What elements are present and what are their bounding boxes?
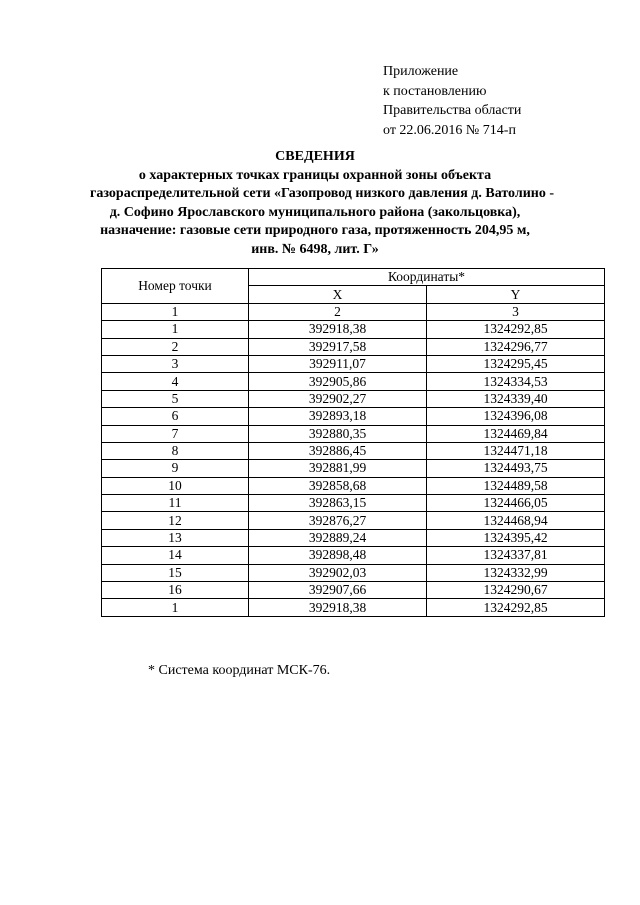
column-number: 2 <box>249 303 427 320</box>
heading-line: назначение: газовые сети природного газа, протяженность 204,95 м, <box>100 223 530 238</box>
x-coordinate-cell: 392893,18 <box>249 408 427 425</box>
table-row <box>102 495 605 512</box>
table-body <box>102 321 605 617</box>
y-coordinate-cell: 1324468,94 <box>427 512 605 529</box>
table-row <box>102 373 605 390</box>
table-row <box>102 547 605 564</box>
footnote: * Система координат МСК-76. <box>148 663 331 678</box>
table-row <box>102 460 605 477</box>
table-row <box>102 477 605 494</box>
x-coordinate-cell: 392881,99 <box>249 460 427 477</box>
document-title: СВЕДЕНИЯ <box>275 149 355 164</box>
y-coordinate-cell: 1324296,77 <box>427 338 605 355</box>
point-number-cell: 12 <box>102 512 249 529</box>
coordinates-table <box>101 268 605 617</box>
y-coordinate-cell: 1324292,85 <box>427 321 605 338</box>
x-coordinate-cell: 392902,27 <box>249 390 427 407</box>
y-coordinate-cell: 1324332,99 <box>427 564 605 581</box>
y-coordinate-cell: 1324471,18 <box>427 442 605 459</box>
x-coordinate-cell: 392918,38 <box>249 321 427 338</box>
point-number-cell: 13 <box>102 529 249 546</box>
table-row <box>102 425 605 442</box>
table-row <box>102 582 605 599</box>
table-row <box>102 564 605 581</box>
y-header: Y <box>427 286 605 303</box>
heading-line: д. Софино Ярославского муниципального района (закольцовка), <box>109 204 521 220</box>
y-coordinate-cell: 1324493,75 <box>427 460 605 477</box>
x-coordinate-cell: 392905,86 <box>249 373 427 390</box>
x-coordinate-cell: 392858,68 <box>249 477 427 494</box>
point-number-cell: 5 <box>102 390 249 407</box>
y-coordinate-cell: 1324290,67 <box>427 582 605 599</box>
heading-line: газораспределительной сети «Газопровод низкого давления д. Ватолино - <box>90 186 554 201</box>
column-number: 1 <box>102 303 249 320</box>
x-coordinate-cell: 392902,03 <box>249 564 427 581</box>
table-row <box>102 355 605 372</box>
table-row <box>102 338 605 355</box>
point-number-cell: 15 <box>102 564 249 581</box>
point-number-cell: 10 <box>102 477 249 494</box>
point-number-cell: 11 <box>102 495 249 512</box>
y-coordinate-cell: 1324292,85 <box>427 599 605 616</box>
table-row <box>102 321 605 338</box>
appendix-line: Приложение <box>383 64 459 79</box>
point-number-cell: 8 <box>102 442 249 459</box>
point-number-cell: 6 <box>102 408 249 425</box>
x-coordinate-cell: 392911,07 <box>249 355 427 372</box>
y-coordinate-cell: 1324469,84 <box>427 425 605 442</box>
table-row <box>102 512 605 529</box>
x-coordinate-cell: 392907,66 <box>249 582 427 599</box>
coordinates-header: Координаты* <box>249 269 605 286</box>
table-row <box>102 390 605 407</box>
table-row <box>102 408 605 425</box>
x-coordinate-cell: 392880,35 <box>249 425 427 442</box>
appendix-line: к постановлению <box>383 83 487 99</box>
point-number-cell: 3 <box>102 355 249 372</box>
table-row <box>102 599 605 616</box>
appendix-block <box>383 62 521 140</box>
point-number-cell: 2 <box>102 338 249 355</box>
x-coordinate-cell: 392863,15 <box>249 495 427 512</box>
point-number-header: Номер точки <box>102 269 249 304</box>
x-header: X <box>249 286 427 303</box>
point-number-cell: 1 <box>102 321 249 338</box>
heading-line: о характерных точках границы охранной зоны объекта <box>138 167 492 183</box>
table-row <box>102 442 605 459</box>
point-number-cell: 16 <box>102 582 249 599</box>
x-coordinate-cell: 392886,45 <box>249 442 427 459</box>
x-coordinate-cell: 392876,27 <box>249 512 427 529</box>
table-header-row <box>102 269 605 286</box>
y-coordinate-cell: 1324334,53 <box>427 373 605 390</box>
column-number-row <box>102 303 605 320</box>
appendix-line: от 22.06.2016 № 714-п <box>383 122 516 138</box>
y-coordinate-cell: 1324395,42 <box>427 529 605 546</box>
point-number-cell: 7 <box>102 425 249 442</box>
y-coordinate-cell: 1324295,45 <box>427 355 605 372</box>
x-coordinate-cell: 392889,24 <box>249 529 427 546</box>
point-number-cell: 1 <box>102 599 249 616</box>
x-coordinate-cell: 392917,58 <box>249 338 427 355</box>
appendix-line: Правительства области <box>383 103 522 118</box>
x-coordinate-cell: 392918,38 <box>249 599 427 616</box>
table-row <box>102 529 605 546</box>
y-coordinate-cell: 1324396,08 <box>427 408 605 425</box>
point-number-cell: 9 <box>102 460 249 477</box>
x-coordinate-cell: 392898,48 <box>249 547 427 564</box>
point-number-cell: 4 <box>102 373 249 390</box>
document-heading <box>90 148 554 259</box>
y-coordinate-cell: 1324489,58 <box>427 477 605 494</box>
y-coordinate-cell: 1324466,05 <box>427 495 605 512</box>
y-coordinate-cell: 1324337,81 <box>427 547 605 564</box>
heading-line: инв. № 6498, лит. Г» <box>251 241 379 257</box>
column-number: 3 <box>427 303 605 320</box>
point-number-cell: 14 <box>102 547 249 564</box>
y-coordinate-cell: 1324339,40 <box>427 390 605 407</box>
